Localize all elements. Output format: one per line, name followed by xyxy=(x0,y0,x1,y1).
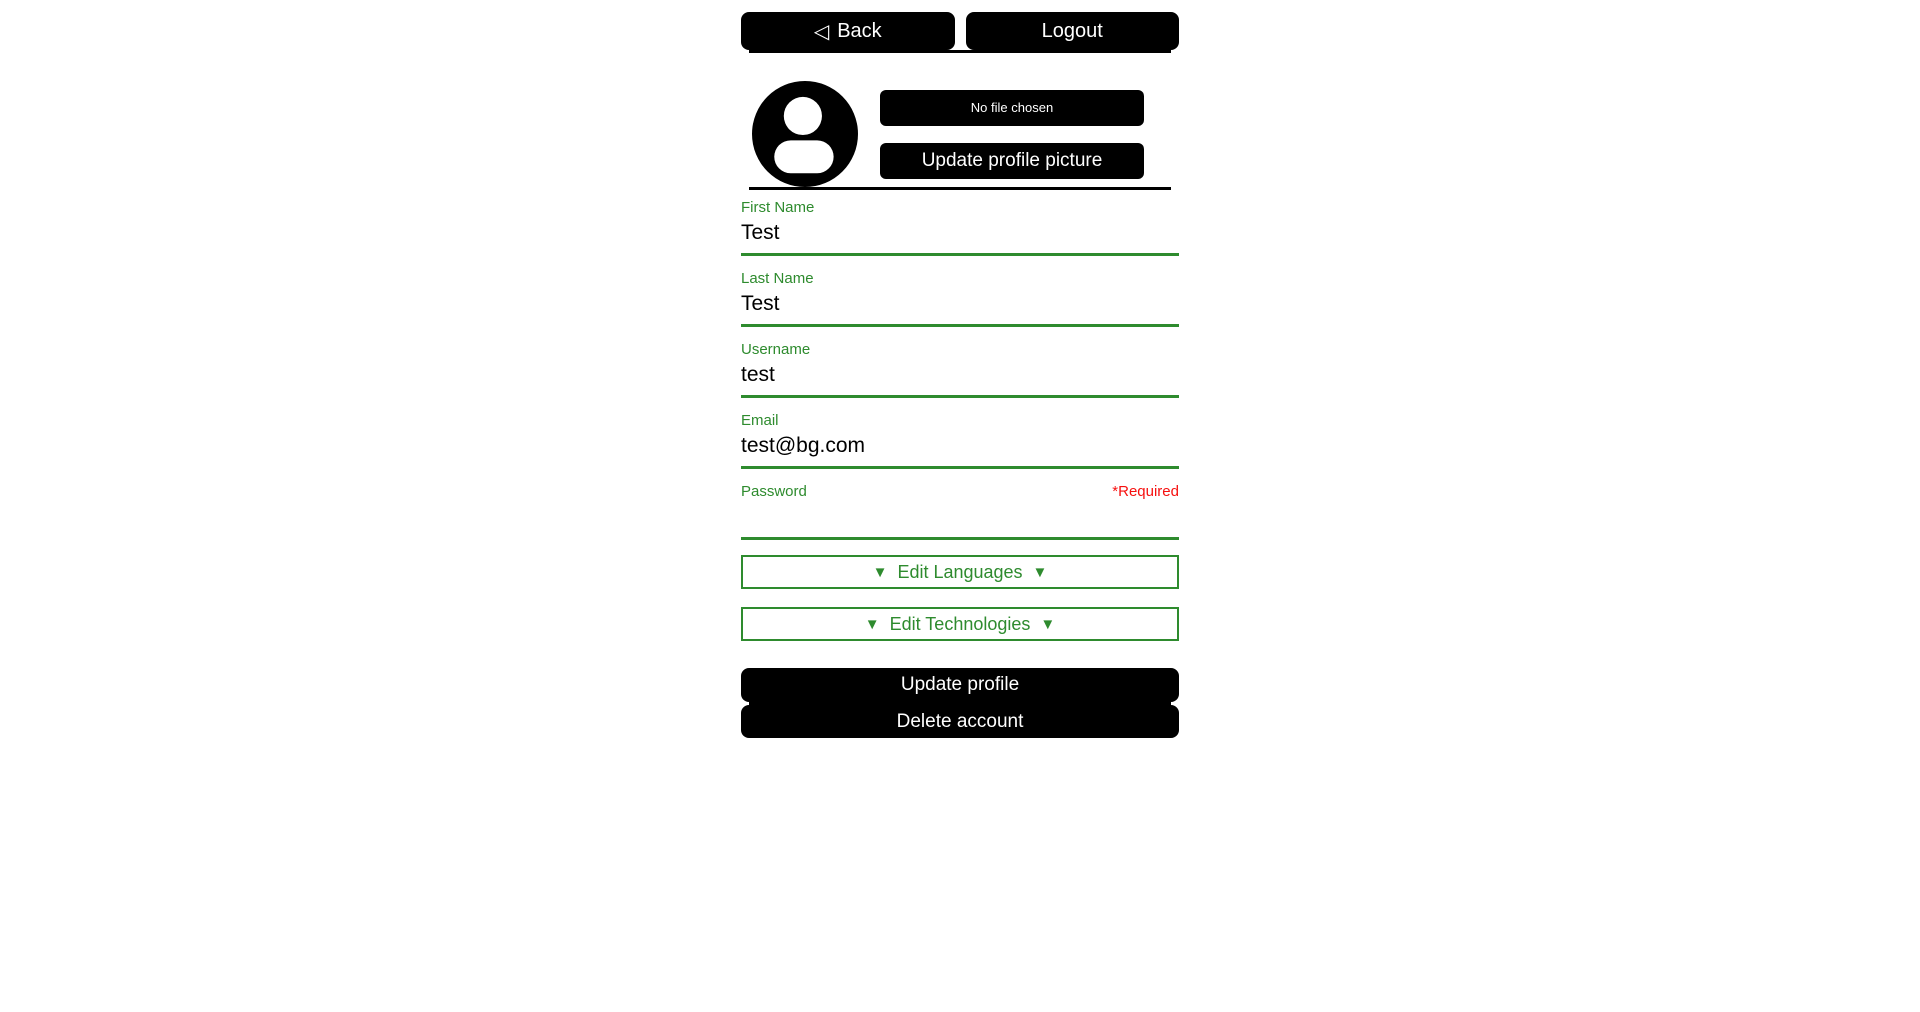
first-name-input[interactable] xyxy=(741,219,1179,256)
chevron-down-icon: ▼ xyxy=(1040,615,1056,633)
email-input[interactable] xyxy=(741,432,1179,469)
picture-buttons-column xyxy=(880,90,1144,179)
username-input[interactable] xyxy=(741,361,1179,398)
edit-languages-label: Edit Languages xyxy=(897,561,1023,582)
update-profile-label: Update profile xyxy=(900,674,1020,695)
first-name-field xyxy=(741,200,1179,256)
email-label: Email xyxy=(741,412,779,429)
divider xyxy=(749,187,1171,190)
last-name-input[interactable] xyxy=(741,290,1179,327)
edit-technologies-button[interactable] xyxy=(741,607,1179,641)
first-name-label: First Name xyxy=(741,199,815,216)
edit-technologies-label: Edit Technologies xyxy=(889,613,1031,634)
email-field xyxy=(741,413,1179,469)
required-badge: *Required xyxy=(1112,483,1179,500)
last-name-label: Last Name xyxy=(741,270,814,287)
chevron-down-icon: ▼ xyxy=(864,615,880,633)
profile-page xyxy=(741,0,1179,738)
edit-languages-button[interactable] xyxy=(741,555,1179,589)
file-input-status: No file chosen xyxy=(970,100,1054,115)
logout-button-label: Logout xyxy=(1041,19,1103,42)
top-button-row xyxy=(741,12,1179,50)
back-arrow-icon: ◁ xyxy=(813,20,830,43)
password-input[interactable] xyxy=(741,503,1179,540)
divider xyxy=(749,50,1171,53)
delete-account-label: Delete account xyxy=(896,710,1024,732)
chevron-down-icon: ▼ xyxy=(1032,563,1048,581)
avatar-icon xyxy=(752,81,858,187)
update-picture-button[interactable] xyxy=(880,143,1144,179)
field-label-row xyxy=(741,484,1179,499)
update-profile-button[interactable] xyxy=(741,668,1179,702)
field-label-row xyxy=(741,271,1179,286)
field-label-row xyxy=(741,413,1179,428)
last-name-field xyxy=(741,271,1179,327)
username-field xyxy=(741,342,1179,398)
profile-picture-section xyxy=(741,81,1179,187)
username-label: Username xyxy=(741,341,811,358)
delete-account-button[interactable] xyxy=(741,705,1179,738)
password-field xyxy=(741,484,1179,540)
logout-button[interactable] xyxy=(966,12,1180,50)
field-label-row xyxy=(741,342,1179,357)
back-button-label: Back xyxy=(837,19,882,42)
update-picture-label: Update profile picture xyxy=(921,149,1103,171)
chevron-down-icon: ▼ xyxy=(872,563,888,581)
back-button[interactable] xyxy=(741,12,955,50)
field-label-row xyxy=(741,200,1179,215)
profile-form xyxy=(741,200,1179,738)
password-label: Password xyxy=(741,483,807,500)
file-input[interactable] xyxy=(880,90,1144,126)
